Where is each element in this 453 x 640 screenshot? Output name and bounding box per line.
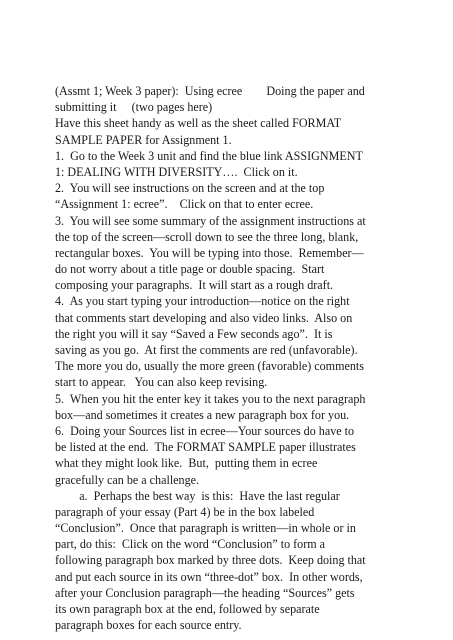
text-line: 2. You will see instructions on the screen and at the top — [55, 181, 325, 196]
text-line: a. Perhaps the best way is this: Have the last regular — [55, 488, 340, 503]
text-line: rectangular boxes. You will be typing into those. Remember— — [55, 245, 364, 260]
text-line: “Assignment 1: ecree”. Click on that to enter ecree. — [55, 197, 314, 212]
text-line: gracefully can be a challenge. — [55, 472, 200, 487]
text-line: 5. When you hit the enter key it takes you to the next paragraph — [55, 391, 366, 406]
text-line: 4. As you start typing your introduction—notice on the right — [55, 294, 350, 309]
text-line: what they might look like. But, putting them in ecree — [55, 456, 318, 471]
text-line: the right you will it say “Saved a Few seconds ago”. It is — [55, 326, 333, 341]
text-line: part, do this: Click on the word “Conclusion” to form a — [55, 537, 326, 552]
text-line: “Conclusion”. Once that paragraph is written—in whole or in — [55, 521, 356, 536]
text-line: and put each source in its own “three-dot” box. In other words, — [55, 569, 363, 584]
text-line: start to appear. You can also keep revising. — [55, 375, 268, 390]
text-line: be listed at the end. The FORMAT SAMPLE paper illustrates — [55, 440, 356, 455]
text-line: its own paragraph box at the end, followed by separate — [55, 602, 320, 616]
text-line: box—and sometimes it creates a new paragraph box for you. — [55, 407, 350, 422]
text-line: that comments start developing and also video links. Also on — [55, 310, 353, 325]
text-line: 1. Go to the Week 3 unit and find the blue link ASSIGNMENT — [55, 148, 363, 163]
text-line: Have this sheet handy as well as the sheet called FORMAT — [55, 116, 342, 131]
text-line: SAMPLE PAPER for Assignment 1. — [55, 132, 232, 147]
text-line: 1: DEALING WITH DIVERSITY…. Click on it. — [55, 164, 298, 179]
text-line: do not worry about a title page or double spacing. Start — [55, 262, 325, 277]
text-line: 6. Doing your Sources list in ecree—Your sources do have to — [55, 423, 355, 438]
text-line: following paragraph box marked by three dots. Keep doing that — [55, 553, 366, 568]
document-body — [55, 83, 407, 633]
text-line: submitting it (two pages here) — [55, 100, 213, 115]
text-line: The more you do, usually the more green (favorable) comments — [55, 359, 364, 374]
text-line: 3. You will see some summary of the assignment instructions at — [55, 213, 366, 228]
text-line: paragraph boxes for each source entry. — [55, 618, 242, 633]
text-line: after your Conclusion paragraph—the heading “Sources” gets — [55, 585, 355, 600]
text-line: composing your paragraphs. It will start as a rough draft. — [55, 278, 334, 293]
text-line: (Assmt 1; Week 3 paper): Using ecree Doing the paper and — [55, 84, 365, 98]
text-line: the top of the screen—scroll down to see the three long, blank, — [55, 229, 359, 244]
text-line: saving as you go. At first the comments are red (unfavorable). — [55, 343, 358, 357]
text-line: paragraph of your essay (Part 4) be in the box labeled — [55, 504, 315, 519]
